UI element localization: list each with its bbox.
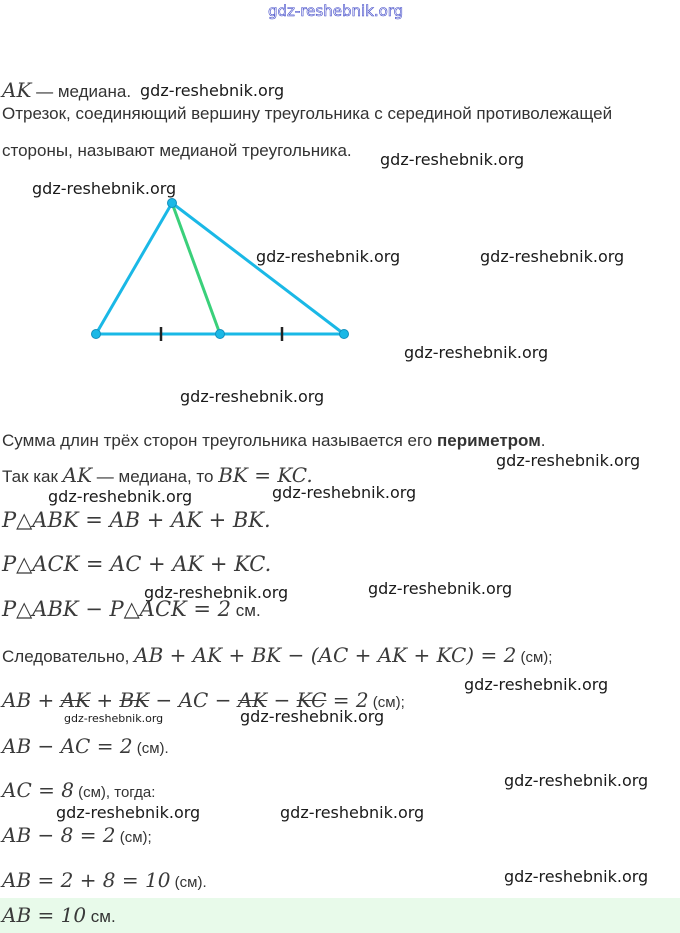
watermark: gdz-reshebnik.org — [404, 343, 549, 362]
cancel-kc: KC — [296, 688, 327, 712]
since-mid-text: — медиана, то — [92, 467, 219, 486]
definition-line-2: стороны, называют медианой треугольника. — [2, 141, 352, 160]
side-bc — [172, 203, 344, 334]
watermark: gdz-reshebnik.org — [140, 81, 285, 100]
watermark-top: gdz-reshebnik.org — [268, 2, 404, 20]
ab-minus-8-unit: (см); — [115, 829, 152, 846]
therefore-text: Следовательно, — [2, 647, 135, 666]
therefore-line — [2, 643, 552, 667]
ab-computation-line — [2, 868, 207, 892]
perimeter-abk-formula: P△ABK = AB + AK + BK. — [2, 508, 271, 532]
side-ab — [96, 203, 172, 334]
watermark: gdz-reshebnik.org — [280, 803, 425, 822]
ab-minus-ac-line — [2, 734, 169, 758]
watermark: gdz-reshebnik.org — [144, 583, 289, 602]
watermark: gdz-reshebnik.org — [240, 707, 385, 726]
triangle-sides — [96, 203, 344, 334]
perimeter-difference-math: P△ABK − P△ACK = 2 — [2, 597, 232, 621]
watermark: gdz-reshebnik.org — [380, 150, 525, 169]
cancel-bk: BK — [119, 688, 150, 712]
cancel-part-d: − — [267, 688, 297, 712]
cancel-part-a: AB + — [2, 688, 61, 712]
cancel-part-e: = 2 — [326, 688, 369, 712]
cancel-ak-2: AK — [237, 688, 268, 712]
since-text: Так как — [2, 467, 63, 486]
ac-value-math: AC = 8 — [2, 778, 74, 802]
perimeter-ack-formula: P△ACK = AC + AK + KC. — [2, 552, 272, 576]
perimeter-period: . — [540, 431, 546, 450]
ab-minus-8-math: AB − 8 = 2 — [2, 823, 116, 847]
since-bk-kc: BK = KC. — [218, 463, 313, 487]
watermark: gdz-reshebnik.org — [504, 867, 649, 886]
watermark: gdz-reshebnik.org — [256, 247, 401, 266]
ab-minus-8-line — [2, 823, 152, 847]
since-ak: AK — [62, 463, 93, 487]
median-label: AK — [2, 78, 32, 102]
ab-computation-math: AB = 2 + 8 = 10 — [2, 868, 171, 892]
median-text: — медиана. — [31, 82, 132, 101]
cancel-part-c: − AC − — [149, 688, 238, 712]
watermark: gdz-reshebnik.org — [504, 771, 649, 790]
answer-line — [2, 903, 116, 927]
triangle-figure — [0, 0, 680, 420]
cancel-part-b: + — [90, 688, 120, 712]
vertex-right — [340, 330, 349, 339]
perimeter-definition — [2, 431, 546, 451]
ab-minus-ac-math: AB − AC = 2 — [2, 734, 133, 758]
ac-value-unit: (см), тогда: — [73, 784, 156, 801]
watermark: gdz-reshebnik.org — [272, 483, 417, 502]
perimeter-text: Сумма длин трёх сторон треугольника называется его — [2, 431, 437, 450]
therefore-math: AB + AK + BK − (AC + AK + KC) = 2 — [134, 643, 517, 667]
answer-unit: см. — [86, 907, 116, 926]
perimeter-term: периметром — [436, 431, 541, 450]
therefore-unit: (см); — [516, 649, 553, 666]
watermark: gdz-reshebnik.org — [56, 803, 201, 822]
since-median-line — [2, 463, 313, 487]
watermark: gdz-reshebnik.org — [48, 487, 193, 506]
watermark: gdz-reshebnik.org — [180, 387, 325, 406]
watermark: gdz-reshebnik.org — [496, 451, 641, 470]
answer-math: AB = 10 — [2, 903, 87, 927]
watermark: gdz-reshebnik.org — [480, 247, 625, 266]
ab-minus-ac-unit: (см). — [132, 740, 169, 757]
watermark: gdz-reshebnik.org — [64, 712, 164, 725]
ac-value-line — [2, 778, 155, 802]
watermark: gdz-reshebnik.org — [32, 179, 177, 198]
watermark: gdz-reshebnik.org — [464, 675, 609, 694]
definition-line-1: Отрезок, соединяющий вершину треугольника с серединой противолежащей — [2, 104, 613, 123]
cancel-ak-1: AK — [60, 688, 91, 712]
vertex-left — [92, 330, 101, 339]
vertex-top — [168, 199, 177, 208]
vertex-midpoint — [216, 330, 225, 339]
cancel-unit: (см); — [368, 694, 405, 711]
perimeter-difference-unit: см. — [231, 601, 261, 620]
ab-computation-unit: (см). — [170, 874, 207, 891]
watermark: gdz-reshebnik.org — [368, 579, 513, 598]
